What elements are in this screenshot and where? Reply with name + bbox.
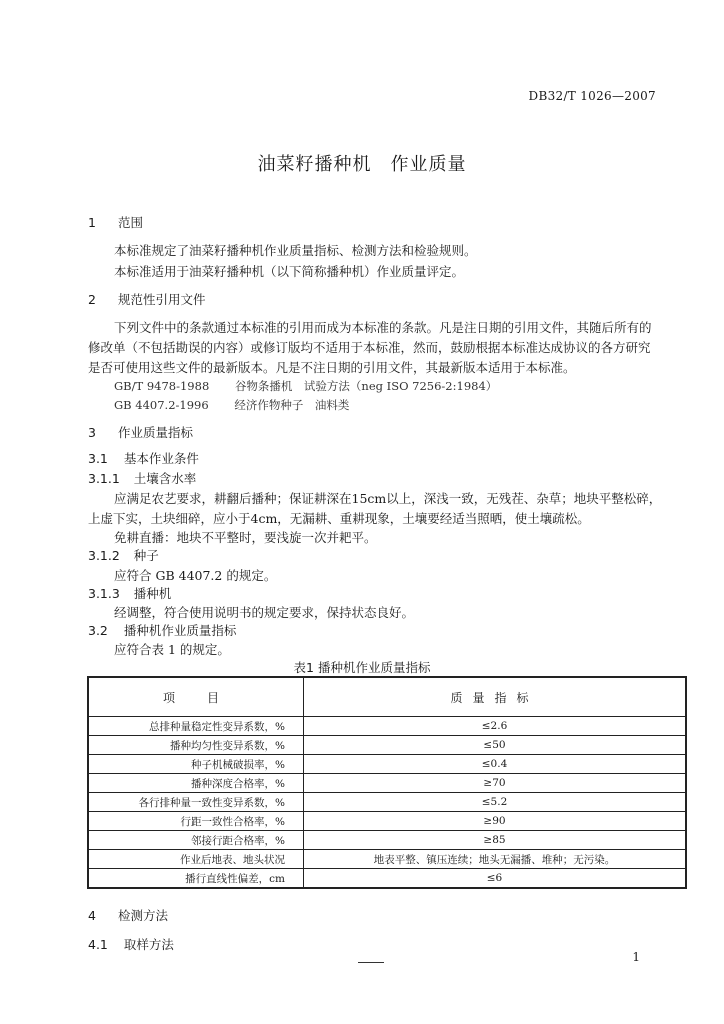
reference-code: GB/T 9478-1988: [114, 379, 210, 393]
paragraph: 免耕直播：地块不平整时，要浅旋一次并耙平。: [114, 530, 377, 545]
section-1-heading: [88, 213, 143, 231]
paragraph: 修改单（不包括勘误的内容）或修订版均不适用于本标准，然而，鼓励根据本标准达成协议的各方研究: [88, 340, 651, 355]
table-cell-value: ≥85: [304, 831, 687, 850]
table-header-row: [88, 677, 686, 717]
section-number: 3.1: [88, 451, 108, 466]
section-title: 取样方法: [123, 937, 174, 952]
section-title: 种子: [133, 548, 159, 563]
section-3-1-heading: [88, 449, 199, 467]
paragraph: 是否可使用这些文件的最新版本。凡是不注日期的引用文件，其最新版本适用于本标准。: [88, 360, 576, 375]
table-row: [88, 793, 686, 812]
table-cell-value: ≥90: [304, 812, 687, 831]
section-title: 土壤含水率: [133, 471, 197, 486]
table-row: [88, 869, 686, 889]
section-number: 3.1.1: [88, 471, 120, 486]
paragraph: 本标准规定了油菜籽播种机作业质量指标、检测方法和检验规则。: [114, 243, 477, 258]
table-cell-item: 播种均匀性变异系数，%: [88, 736, 304, 755]
table-cell-item: 作业后地表、地头状况: [88, 850, 304, 869]
reference-item: [114, 378, 497, 394]
paragraph: 应符合 GB 4407.2 的规定。: [114, 568, 277, 583]
table-cell-value: ≤0.4: [304, 755, 687, 774]
table-row: [88, 736, 686, 755]
table-cell-item: 种子机械破损率，%: [88, 755, 304, 774]
paragraph: 下列文件中的条款通过本标准的引用而成为本标准的条款。凡是注日期的引用文件，其随后所有的: [114, 320, 652, 335]
quality-index-table: [87, 676, 687, 889]
section-3-1-3-heading: [88, 584, 171, 602]
table-cell-value: ≤5.2: [304, 793, 687, 812]
section-title: 播种机作业质量指标: [123, 623, 237, 638]
table-cell-value: ≤50: [304, 736, 687, 755]
table-cell-item: 播种深度合格率，%: [88, 774, 304, 793]
paragraph: 本标准适用于油菜籽播种机（以下简称播种机）作业质量评定。: [114, 264, 465, 279]
table-row: [88, 774, 686, 793]
section-number: 3.1.3: [88, 586, 120, 601]
table-header-cell: 项 目: [88, 677, 304, 717]
table-row: [88, 812, 686, 831]
table-cell-value: ≤6: [304, 869, 687, 889]
reference-title: 经济作物种子 油料类: [234, 398, 350, 412]
table-caption: 表1 播种机作业质量指标: [293, 660, 431, 675]
section-number: 4.1: [88, 937, 108, 952]
table-cell-item: 播行直线性偏差，cm: [88, 869, 304, 889]
section-number: 3.2: [88, 623, 108, 638]
paragraph: 上虚下实，土块细碎，应小于4cm，无漏耕、重耕现象，土壤要经适当照晒，使土壤疏松。: [88, 511, 590, 526]
section-4-1-heading: [88, 935, 174, 953]
section-number: 2: [88, 292, 96, 307]
footer-divider: [358, 962, 384, 963]
section-3-1-2-heading: [88, 546, 159, 564]
reference-code: GB 4407.2-1996: [114, 398, 209, 412]
section-3-heading: [88, 423, 193, 441]
section-3-1-1-heading: [88, 469, 196, 487]
section-title: 作业质量指标: [117, 425, 193, 440]
reference-item: [114, 397, 349, 413]
table-cell-value: ≤2.6: [304, 717, 687, 736]
document-title: 油菜籽播种机 作业质量: [257, 154, 467, 175]
section-number: 4: [88, 908, 96, 923]
section-number: 1: [88, 215, 96, 230]
table-row: [88, 755, 686, 774]
section-4-heading: [88, 906, 168, 924]
reference-title: 谷物条播机 试验方法（neg ISO 7256-2:1984）: [234, 379, 498, 393]
page-number: 1: [632, 950, 640, 964]
section-3-2-heading: [88, 621, 236, 639]
section-title: 检测方法: [117, 908, 168, 923]
section-title: 基本作业条件: [123, 451, 199, 466]
standard-code: DB32/T 1026—2007: [528, 89, 656, 103]
paragraph: 应满足农艺要求，耕翻后播种；保证耕深在15cm以上，深浅一致，无残茬、杂草；地块平整松碎，: [114, 491, 662, 506]
table-cell-value: 地表平整、镇压连续；地头无漏播、堆种；无污染。: [304, 850, 687, 869]
section-2-heading: [88, 290, 206, 308]
section-title: 规范性引用文件: [117, 292, 206, 307]
table-header-cell: 质量指标: [304, 677, 687, 717]
table-row: [88, 717, 686, 736]
paragraph: 应符合表 1 的规定。: [114, 642, 230, 657]
table-cell-item: 总排种量稳定性变异系数，%: [88, 717, 304, 736]
table-cell-item: 邻接行距合格率，%: [88, 831, 304, 850]
table-cell-item: 各行排种量一致性变异系数，%: [88, 793, 304, 812]
section-title: 范围: [117, 215, 143, 230]
section-number: 3.1.2: [88, 548, 120, 563]
table-cell-item: 行距一致性合格率，%: [88, 812, 304, 831]
table-row: [88, 850, 686, 869]
table-cell-value: ≥70: [304, 774, 687, 793]
paragraph: 经调整，符合使用说明书的规定要求，保持状态良好。: [114, 605, 415, 620]
section-number: 3: [88, 425, 96, 440]
table-row: [88, 831, 686, 850]
section-title: 播种机: [133, 586, 172, 601]
